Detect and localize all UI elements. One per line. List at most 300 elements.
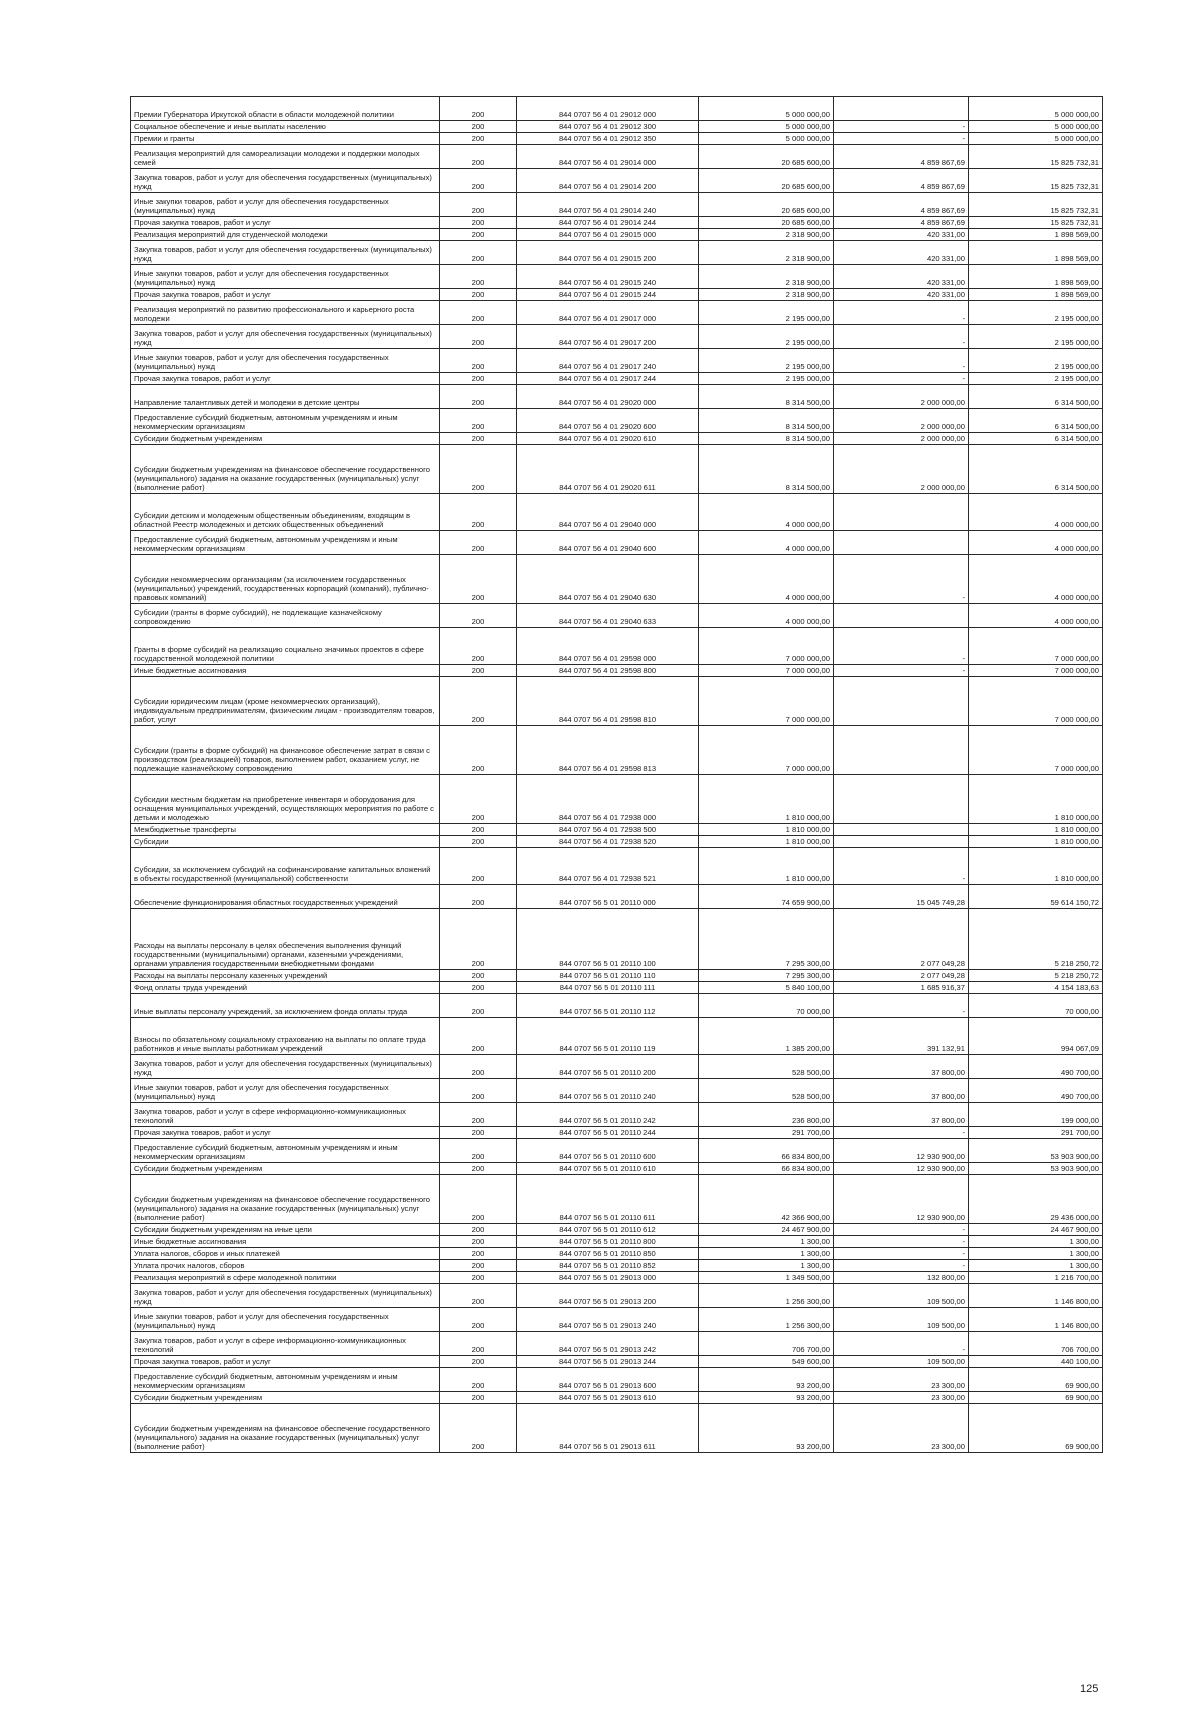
- row-unexecuted-amount-cell: 1 898 569,00: [969, 265, 1103, 289]
- table-row: [131, 824, 1103, 836]
- row-budget-code-cell: 844 0707 56 4 01 29017 244: [517, 373, 699, 385]
- row-unexecuted-amount-cell: 5 218 250,72: [969, 970, 1103, 982]
- table-row: [131, 970, 1103, 982]
- row-unexecuted-amount-cell: 490 700,00: [969, 1055, 1103, 1079]
- row-approved-amount-cell: 8 314 500,00: [699, 433, 834, 445]
- row-admin-code-cell: 200: [440, 349, 517, 373]
- row-unexecuted-amount-cell: 5 218 250,72: [969, 909, 1103, 970]
- table-row: [131, 885, 1103, 909]
- row-name-cell: Предоставление субсидий бюджетным, автономным учреждениям и иным некоммерческим организациям: [131, 1368, 440, 1392]
- row-name-cell: Субсидии (гранты в форме субсидий) на финансовое обеспечение затрат в связи с производством (реализацией) товаров, выполнением работ, оказанием услуг, не подлежащие казначейскому сопровождению: [131, 726, 440, 775]
- row-approved-amount-cell: 66 834 800,00: [699, 1163, 834, 1175]
- row-name-cell: Субсидии: [131, 836, 440, 848]
- row-unexecuted-amount-cell: 1 898 569,00: [969, 229, 1103, 241]
- table-row: [131, 494, 1103, 531]
- row-budget-code-cell: 844 0707 56 4 01 29017 240: [517, 349, 699, 373]
- row-approved-amount-cell: 1 256 300,00: [699, 1284, 834, 1308]
- row-unexecuted-amount-cell: 15 825 732,31: [969, 193, 1103, 217]
- row-approved-amount-cell: 7 000 000,00: [699, 677, 834, 726]
- row-approved-amount-cell: 528 500,00: [699, 1079, 834, 1103]
- row-unexecuted-amount-cell: 69 900,00: [969, 1404, 1103, 1453]
- row-admin-code-cell: 200: [440, 1392, 517, 1404]
- row-approved-amount-cell: 1 810 000,00: [699, 836, 834, 848]
- row-name-cell: Направление талантливых детей и молодежи в детские центры: [131, 385, 440, 409]
- row-executed-amount-cell: [834, 494, 969, 531]
- row-unexecuted-amount-cell: 1 146 800,00: [969, 1284, 1103, 1308]
- table-row: [131, 241, 1103, 265]
- row-executed-amount-cell: 420 331,00: [834, 241, 969, 265]
- row-admin-code-cell: 200: [440, 1260, 517, 1272]
- table-row: [131, 133, 1103, 145]
- row-name-cell: Расходы на выплаты персоналу казенных учреждений: [131, 970, 440, 982]
- row-budget-code-cell: 844 0707 56 5 01 29013 000: [517, 1272, 699, 1284]
- row-name-cell: Закупка товаров, работ и услуг в сфере информационно-коммуникационных технологий: [131, 1103, 440, 1127]
- table-row: [131, 325, 1103, 349]
- row-name-cell: Иные выплаты персоналу учреждений, за исключением фонда оплаты труда: [131, 994, 440, 1018]
- row-unexecuted-amount-cell: 24 467 900,00: [969, 1224, 1103, 1236]
- row-approved-amount-cell: 4 000 000,00: [699, 531, 834, 555]
- row-unexecuted-amount-cell: 5 000 000,00: [969, 97, 1103, 121]
- table-row: [131, 169, 1103, 193]
- row-unexecuted-amount-cell: 199 000,00: [969, 1103, 1103, 1127]
- row-budget-code-cell: 844 0707 56 4 01 72938 521: [517, 848, 699, 885]
- row-name-cell: Реализация мероприятий в сфере молодежной политики: [131, 1272, 440, 1284]
- row-budget-code-cell: 844 0707 56 4 01 29020 600: [517, 409, 699, 433]
- row-admin-code-cell: 200: [440, 1284, 517, 1308]
- row-unexecuted-amount-cell: 53 903 900,00: [969, 1139, 1103, 1163]
- row-budget-code-cell: 844 0707 56 4 01 29598 810: [517, 677, 699, 726]
- row-admin-code-cell: 200: [440, 193, 517, 217]
- row-admin-code-cell: 200: [440, 1224, 517, 1236]
- row-budget-code-cell: 844 0707 56 5 01 20110 800: [517, 1236, 699, 1248]
- row-admin-code-cell: 200: [440, 1332, 517, 1356]
- table-row: [131, 726, 1103, 775]
- row-approved-amount-cell: 2 318 900,00: [699, 289, 834, 301]
- row-unexecuted-amount-cell: 4 000 000,00: [969, 494, 1103, 531]
- row-approved-amount-cell: 5 840 100,00: [699, 982, 834, 994]
- row-admin-code-cell: 200: [440, 994, 517, 1018]
- row-name-cell: Прочая закупка товаров, работ и услуг: [131, 373, 440, 385]
- row-executed-amount-cell: 12 930 900,00: [834, 1139, 969, 1163]
- table-row: [131, 97, 1103, 121]
- row-budget-code-cell: 844 0707 56 5 01 20110 100: [517, 909, 699, 970]
- row-executed-amount-cell: -: [834, 628, 969, 665]
- row-name-cell: Закупка товаров, работ и услуг для обеспечения государственных (муниципальных) нужд: [131, 241, 440, 265]
- row-executed-amount-cell: [834, 604, 969, 628]
- row-admin-code-cell: 200: [440, 121, 517, 133]
- table-row: [131, 1018, 1103, 1055]
- row-budget-code-cell: 844 0707 56 4 01 29040 633: [517, 604, 699, 628]
- row-name-cell: Субсидии бюджетным учреждениям на финансовое обеспечение государственного (муниципального) задания на оказание государственных (муниципальных) услуг (выполнение работ): [131, 1404, 440, 1453]
- row-approved-amount-cell: 2 318 900,00: [699, 229, 834, 241]
- row-executed-amount-cell: [834, 824, 969, 836]
- row-approved-amount-cell: 4 000 000,00: [699, 494, 834, 531]
- row-approved-amount-cell: 2 318 900,00: [699, 241, 834, 265]
- row-executed-amount-cell: [834, 677, 969, 726]
- row-name-cell: Закупка товаров, работ и услуг для обеспечения государственных (муниципальных) нужд: [131, 1284, 440, 1308]
- row-budget-code-cell: 844 0707 56 5 01 20110 112: [517, 994, 699, 1018]
- row-approved-amount-cell: 2 318 900,00: [699, 265, 834, 289]
- row-approved-amount-cell: 8 314 500,00: [699, 445, 834, 494]
- table-row: [131, 677, 1103, 726]
- row-budget-code-cell: 844 0707 56 4 01 29012 350: [517, 133, 699, 145]
- row-name-cell: Закупка товаров, работ и услуг для обеспечения государственных (муниципальных) нужд: [131, 325, 440, 349]
- row-name-cell: Прочая закупка товаров, работ и услуг: [131, 217, 440, 229]
- row-budget-code-cell: 844 0707 56 4 01 72938 520: [517, 836, 699, 848]
- row-budget-code-cell: 844 0707 56 5 01 29013 610: [517, 1392, 699, 1404]
- row-admin-code-cell: 200: [440, 494, 517, 531]
- row-name-cell: Субсидии бюджетным учреждениям: [131, 433, 440, 445]
- row-budget-code-cell: 844 0707 56 5 01 20110 244: [517, 1127, 699, 1139]
- row-executed-amount-cell: 4 859 867,69: [834, 145, 969, 169]
- row-executed-amount-cell: 420 331,00: [834, 289, 969, 301]
- row-admin-code-cell: 200: [440, 885, 517, 909]
- row-unexecuted-amount-cell: 6 314 500,00: [969, 445, 1103, 494]
- row-unexecuted-amount-cell: 994 067,09: [969, 1018, 1103, 1055]
- row-unexecuted-amount-cell: 5 000 000,00: [969, 133, 1103, 145]
- table-row: [131, 531, 1103, 555]
- row-executed-amount-cell: -: [834, 1224, 969, 1236]
- table-row: [131, 775, 1103, 824]
- row-admin-code-cell: 200: [440, 628, 517, 665]
- table-row: [131, 1356, 1103, 1368]
- row-unexecuted-amount-cell: 1 300,00: [969, 1260, 1103, 1272]
- row-budget-code-cell: 844 0707 56 5 01 29013 244: [517, 1356, 699, 1368]
- row-approved-amount-cell: 7 295 300,00: [699, 909, 834, 970]
- row-executed-amount-cell: -: [834, 373, 969, 385]
- table-row: [131, 193, 1103, 217]
- table-body: [131, 97, 1103, 1453]
- row-unexecuted-amount-cell: 7 000 000,00: [969, 726, 1103, 775]
- row-approved-amount-cell: 7 000 000,00: [699, 726, 834, 775]
- table-row: [131, 1404, 1103, 1453]
- row-approved-amount-cell: 706 700,00: [699, 1332, 834, 1356]
- table-row: [131, 909, 1103, 970]
- row-budget-code-cell: 844 0707 56 5 01 20110 852: [517, 1260, 699, 1272]
- row-name-cell: Премии и гранты: [131, 133, 440, 145]
- row-name-cell: Субсидии некоммерческим организациям (за исключением государственных (муниципальных) учреждений, государственных корпораций (компаний), публично-правовых компаний): [131, 555, 440, 604]
- row-executed-amount-cell: 37 800,00: [834, 1055, 969, 1079]
- row-unexecuted-amount-cell: 7 000 000,00: [969, 665, 1103, 677]
- row-executed-amount-cell: [834, 726, 969, 775]
- row-executed-amount-cell: -: [834, 555, 969, 604]
- row-name-cell: Иные закупки товаров, работ и услуг для обеспечения государственных (муниципальных) нужд: [131, 1308, 440, 1332]
- table-row: [131, 217, 1103, 229]
- row-approved-amount-cell: 1 300,00: [699, 1236, 834, 1248]
- table-row: [131, 604, 1103, 628]
- row-approved-amount-cell: 93 200,00: [699, 1404, 834, 1453]
- row-name-cell: Уплата прочих налогов, сборов: [131, 1260, 440, 1272]
- row-budget-code-cell: 844 0707 56 5 01 29013 240: [517, 1308, 699, 1332]
- table-row: [131, 1163, 1103, 1175]
- row-budget-code-cell: 844 0707 56 4 01 29020 610: [517, 433, 699, 445]
- row-admin-code-cell: 200: [440, 229, 517, 241]
- row-approved-amount-cell: 2 195 000,00: [699, 325, 834, 349]
- row-name-cell: Прочая закупка товаров, работ и услуг: [131, 1127, 440, 1139]
- row-name-cell: Субсидии бюджетным учреждениям на финансовое обеспечение государственного (муниципального) задания на оказание государственных (муниципальных) услуг (выполнение работ): [131, 1175, 440, 1224]
- row-admin-code-cell: 200: [440, 289, 517, 301]
- row-admin-code-cell: 200: [440, 325, 517, 349]
- table-row: [131, 301, 1103, 325]
- row-budget-code-cell: 844 0707 56 4 01 29012 300: [517, 121, 699, 133]
- report-sheet: [130, 96, 1098, 1453]
- row-approved-amount-cell: 8 314 500,00: [699, 385, 834, 409]
- row-unexecuted-amount-cell: 2 195 000,00: [969, 301, 1103, 325]
- row-admin-code-cell: 200: [440, 97, 517, 121]
- row-approved-amount-cell: 93 200,00: [699, 1368, 834, 1392]
- row-executed-amount-cell: 12 930 900,00: [834, 1175, 969, 1224]
- row-unexecuted-amount-cell: 1 810 000,00: [969, 836, 1103, 848]
- table-row: [131, 1284, 1103, 1308]
- row-unexecuted-amount-cell: 1 810 000,00: [969, 824, 1103, 836]
- row-executed-amount-cell: -: [834, 301, 969, 325]
- row-admin-code-cell: 200: [440, 1404, 517, 1453]
- table-row: [131, 994, 1103, 1018]
- row-admin-code-cell: 200: [440, 677, 517, 726]
- row-unexecuted-amount-cell: 5 000 000,00: [969, 121, 1103, 133]
- row-unexecuted-amount-cell: 53 903 900,00: [969, 1163, 1103, 1175]
- row-executed-amount-cell: -: [834, 133, 969, 145]
- table-row: [131, 349, 1103, 373]
- row-executed-amount-cell: -: [834, 1127, 969, 1139]
- row-budget-code-cell: 844 0707 56 4 01 29014 200: [517, 169, 699, 193]
- row-name-cell: Иные закупки товаров, работ и услуг для обеспечения государственных (муниципальных) нужд: [131, 1079, 440, 1103]
- row-name-cell: Иные бюджетные ассигнования: [131, 1236, 440, 1248]
- row-unexecuted-amount-cell: 4 000 000,00: [969, 531, 1103, 555]
- row-approved-amount-cell: 236 800,00: [699, 1103, 834, 1127]
- row-budget-code-cell: 844 0707 56 5 01 29013 200: [517, 1284, 699, 1308]
- row-budget-code-cell: 844 0707 56 4 01 29015 000: [517, 229, 699, 241]
- row-budget-code-cell: 844 0707 56 4 01 29598 000: [517, 628, 699, 665]
- row-name-cell: Реализация мероприятий для студенческой молодежи: [131, 229, 440, 241]
- row-admin-code-cell: 200: [440, 1127, 517, 1139]
- row-unexecuted-amount-cell: 1 810 000,00: [969, 848, 1103, 885]
- row-name-cell: Субсидии бюджетным учреждениям: [131, 1392, 440, 1404]
- row-approved-amount-cell: 20 685 600,00: [699, 217, 834, 229]
- row-admin-code-cell: 200: [440, 604, 517, 628]
- table-row: [131, 1236, 1103, 1248]
- row-name-cell: Гранты в форме субсидий на реализацию социально значимых проектов в сфере государственной молодежной политики: [131, 628, 440, 665]
- row-unexecuted-amount-cell: 1 300,00: [969, 1248, 1103, 1260]
- table-row: [131, 229, 1103, 241]
- row-approved-amount-cell: 7 295 300,00: [699, 970, 834, 982]
- table-row: [131, 1368, 1103, 1392]
- row-executed-amount-cell: -: [834, 325, 969, 349]
- row-executed-amount-cell: -: [834, 665, 969, 677]
- row-name-cell: Субсидии детским и молодежным общественным объединениям, входящим в областной Реестр молодежных и детских общественных объединений: [131, 494, 440, 531]
- row-executed-amount-cell: [834, 836, 969, 848]
- row-executed-amount-cell: 132 800,00: [834, 1272, 969, 1284]
- table-row: [131, 1260, 1103, 1272]
- row-admin-code-cell: 200: [440, 1055, 517, 1079]
- row-budget-code-cell: 844 0707 56 5 01 20110 611: [517, 1175, 699, 1224]
- row-approved-amount-cell: 8 314 500,00: [699, 409, 834, 433]
- row-name-cell: Социальное обеспечение и иные выплаты населению: [131, 121, 440, 133]
- row-name-cell: Субсидии местным бюджетам на приобретение инвентаря и оборудования для оснащения муниципальных учреждений, осуществляющих мероприятия по работе с детьми и молодежью: [131, 775, 440, 824]
- row-unexecuted-amount-cell: 1 898 569,00: [969, 289, 1103, 301]
- row-admin-code-cell: 200: [440, 133, 517, 145]
- row-executed-amount-cell: 109 500,00: [834, 1284, 969, 1308]
- row-name-cell: Иные закупки товаров, работ и услуг для обеспечения государственных (муниципальных) нужд: [131, 349, 440, 373]
- row-admin-code-cell: 200: [440, 1248, 517, 1260]
- row-unexecuted-amount-cell: 69 900,00: [969, 1368, 1103, 1392]
- row-approved-amount-cell: 74 659 900,00: [699, 885, 834, 909]
- row-name-cell: Иные закупки товаров, работ и услуг для обеспечения государственных (муниципальных) нужд: [131, 193, 440, 217]
- row-admin-code-cell: 200: [440, 301, 517, 325]
- row-admin-code-cell: 200: [440, 217, 517, 229]
- row-budget-code-cell: 844 0707 56 5 01 20110 200: [517, 1055, 699, 1079]
- row-executed-amount-cell: -: [834, 1248, 969, 1260]
- row-approved-amount-cell: 1 810 000,00: [699, 848, 834, 885]
- row-executed-amount-cell: 4 859 867,69: [834, 169, 969, 193]
- row-unexecuted-amount-cell: 6 314 500,00: [969, 433, 1103, 445]
- row-approved-amount-cell: 5 000 000,00: [699, 97, 834, 121]
- row-budget-code-cell: 844 0707 56 4 01 29040 600: [517, 531, 699, 555]
- row-executed-amount-cell: 4 859 867,69: [834, 217, 969, 229]
- row-name-cell: Прочая закупка товаров, работ и услуг: [131, 289, 440, 301]
- row-executed-amount-cell: -: [834, 1332, 969, 1356]
- table-row: [131, 628, 1103, 665]
- row-budget-code-cell: 844 0707 56 4 01 29598 813: [517, 726, 699, 775]
- row-executed-amount-cell: -: [834, 994, 969, 1018]
- row-admin-code-cell: 200: [440, 1163, 517, 1175]
- row-admin-code-cell: 200: [440, 265, 517, 289]
- row-admin-code-cell: 200: [440, 1356, 517, 1368]
- row-admin-code-cell: 200: [440, 1018, 517, 1055]
- row-executed-amount-cell: 109 500,00: [834, 1356, 969, 1368]
- row-executed-amount-cell: 391 132,91: [834, 1018, 969, 1055]
- row-executed-amount-cell: 15 045 749,28: [834, 885, 969, 909]
- row-unexecuted-amount-cell: 6 314 500,00: [969, 409, 1103, 433]
- row-executed-amount-cell: 12 930 900,00: [834, 1163, 969, 1175]
- row-name-cell: Межбюджетные трансферты: [131, 824, 440, 836]
- row-budget-code-cell: 844 0707 56 4 01 29017 200: [517, 325, 699, 349]
- row-name-cell: Субсидии бюджетным учреждениям на иные цели: [131, 1224, 440, 1236]
- row-budget-code-cell: 844 0707 56 4 01 29015 240: [517, 265, 699, 289]
- row-budget-code-cell: 844 0707 56 5 01 20110 000: [517, 885, 699, 909]
- table-row: [131, 445, 1103, 494]
- row-approved-amount-cell: 24 467 900,00: [699, 1224, 834, 1236]
- row-unexecuted-amount-cell: 15 825 732,31: [969, 169, 1103, 193]
- row-budget-code-cell: 844 0707 56 4 01 29017 000: [517, 301, 699, 325]
- row-name-cell: Расходы на выплаты персоналу в целях обеспечения выполнения функций государственными (муниципальными) органами, казенными учреждениями, органами управления государственными внебюджетными фондами: [131, 909, 440, 970]
- row-admin-code-cell: 200: [440, 1236, 517, 1248]
- table-row: [131, 1127, 1103, 1139]
- row-approved-amount-cell: 20 685 600,00: [699, 145, 834, 169]
- row-name-cell: Субсидии бюджетным учреждениям на финансовое обеспечение государственного (муниципального) задания на оказание государственных (муниципальных) услуг (выполнение работ): [131, 445, 440, 494]
- row-executed-amount-cell: 2 000 000,00: [834, 433, 969, 445]
- table-row: [131, 1175, 1103, 1224]
- row-unexecuted-amount-cell: 1 216 700,00: [969, 1272, 1103, 1284]
- row-budget-code-cell: 844 0707 56 4 01 29015 200: [517, 241, 699, 265]
- row-approved-amount-cell: 1 810 000,00: [699, 824, 834, 836]
- row-name-cell: Закупка товаров, работ и услуг в сфере информационно-коммуникационных технологий: [131, 1332, 440, 1356]
- row-name-cell: Премии Губернатора Иркутской области в области молодежной политики: [131, 97, 440, 121]
- row-unexecuted-amount-cell: 15 825 732,31: [969, 145, 1103, 169]
- row-budget-code-cell: 844 0707 56 5 01 20110 850: [517, 1248, 699, 1260]
- row-unexecuted-amount-cell: 1 146 800,00: [969, 1308, 1103, 1332]
- table-row: [131, 121, 1103, 133]
- row-approved-amount-cell: 4 000 000,00: [699, 555, 834, 604]
- row-unexecuted-amount-cell: 706 700,00: [969, 1332, 1103, 1356]
- row-approved-amount-cell: 1 810 000,00: [699, 775, 834, 824]
- table-row: [131, 1248, 1103, 1260]
- row-admin-code-cell: 200: [440, 970, 517, 982]
- row-admin-code-cell: 200: [440, 445, 517, 494]
- row-approved-amount-cell: 93 200,00: [699, 1392, 834, 1404]
- row-budget-code-cell: 844 0707 56 4 01 72938 000: [517, 775, 699, 824]
- row-admin-code-cell: 200: [440, 726, 517, 775]
- row-approved-amount-cell: 1 300,00: [699, 1260, 834, 1272]
- row-name-cell: Реализация мероприятий для самореализации молодежи и поддержки молодых семей: [131, 145, 440, 169]
- table-row: [131, 1272, 1103, 1284]
- row-executed-amount-cell: [834, 97, 969, 121]
- row-budget-code-cell: 844 0707 56 4 01 29014 244: [517, 217, 699, 229]
- row-admin-code-cell: 200: [440, 824, 517, 836]
- row-admin-code-cell: 200: [440, 848, 517, 885]
- row-approved-amount-cell: 1 349 500,00: [699, 1272, 834, 1284]
- row-unexecuted-amount-cell: 2 195 000,00: [969, 373, 1103, 385]
- row-name-cell: Закупка товаров, работ и услуг для обеспечения государственных (муниципальных) нужд: [131, 1055, 440, 1079]
- row-budget-code-cell: 844 0707 56 4 01 29040 630: [517, 555, 699, 604]
- row-approved-amount-cell: 2 195 000,00: [699, 301, 834, 325]
- row-executed-amount-cell: 23 300,00: [834, 1392, 969, 1404]
- row-executed-amount-cell: 37 800,00: [834, 1079, 969, 1103]
- row-name-cell: Субсидии, за исключением субсидий на софинансирование капитальных вложений в объекты государственной (муниципальной) собственности: [131, 848, 440, 885]
- row-name-cell: Субсидии (гранты в форме субсидий), не подлежащие казначейскому сопровождению: [131, 604, 440, 628]
- row-unexecuted-amount-cell: 29 436 000,00: [969, 1175, 1103, 1224]
- row-admin-code-cell: 200: [440, 1103, 517, 1127]
- row-unexecuted-amount-cell: 440 100,00: [969, 1356, 1103, 1368]
- row-approved-amount-cell: 1 300,00: [699, 1248, 834, 1260]
- row-unexecuted-amount-cell: 59 614 150,72: [969, 885, 1103, 909]
- row-admin-code-cell: 200: [440, 1308, 517, 1332]
- row-unexecuted-amount-cell: 70 000,00: [969, 994, 1103, 1018]
- row-admin-code-cell: 200: [440, 1139, 517, 1163]
- row-unexecuted-amount-cell: 1 898 569,00: [969, 241, 1103, 265]
- row-approved-amount-cell: 2 195 000,00: [699, 349, 834, 373]
- row-approved-amount-cell: 5 000 000,00: [699, 121, 834, 133]
- row-executed-amount-cell: 2 077 049,28: [834, 970, 969, 982]
- row-admin-code-cell: 200: [440, 1272, 517, 1284]
- row-executed-amount-cell: -: [834, 1236, 969, 1248]
- row-approved-amount-cell: 528 500,00: [699, 1055, 834, 1079]
- row-unexecuted-amount-cell: 2 195 000,00: [969, 325, 1103, 349]
- row-unexecuted-amount-cell: 4 154 183,63: [969, 982, 1103, 994]
- expenditure-table: [130, 96, 1103, 1453]
- row-unexecuted-amount-cell: 7 000 000,00: [969, 677, 1103, 726]
- row-admin-code-cell: 200: [440, 1079, 517, 1103]
- page-number: 125: [1080, 1683, 1099, 1695]
- row-executed-amount-cell: 109 500,00: [834, 1308, 969, 1332]
- row-name-cell: Уплата налогов, сборов и иных платежей: [131, 1248, 440, 1260]
- row-approved-amount-cell: 4 000 000,00: [699, 604, 834, 628]
- row-executed-amount-cell: 23 300,00: [834, 1404, 969, 1453]
- row-admin-code-cell: 200: [440, 433, 517, 445]
- row-budget-code-cell: 844 0707 56 5 01 20110 110: [517, 970, 699, 982]
- table-row: [131, 1079, 1103, 1103]
- row-admin-code-cell: 200: [440, 555, 517, 604]
- table-row: [131, 1308, 1103, 1332]
- row-budget-code-cell: 844 0707 56 5 01 20110 111: [517, 982, 699, 994]
- row-unexecuted-amount-cell: 4 000 000,00: [969, 555, 1103, 604]
- row-unexecuted-amount-cell: 490 700,00: [969, 1079, 1103, 1103]
- row-name-cell: Субсидии бюджетным учреждениям: [131, 1163, 440, 1175]
- row-approved-amount-cell: 42 366 900,00: [699, 1175, 834, 1224]
- row-approved-amount-cell: 70 000,00: [699, 994, 834, 1018]
- row-executed-amount-cell: [834, 775, 969, 824]
- row-budget-code-cell: 844 0707 56 5 01 20110 242: [517, 1103, 699, 1127]
